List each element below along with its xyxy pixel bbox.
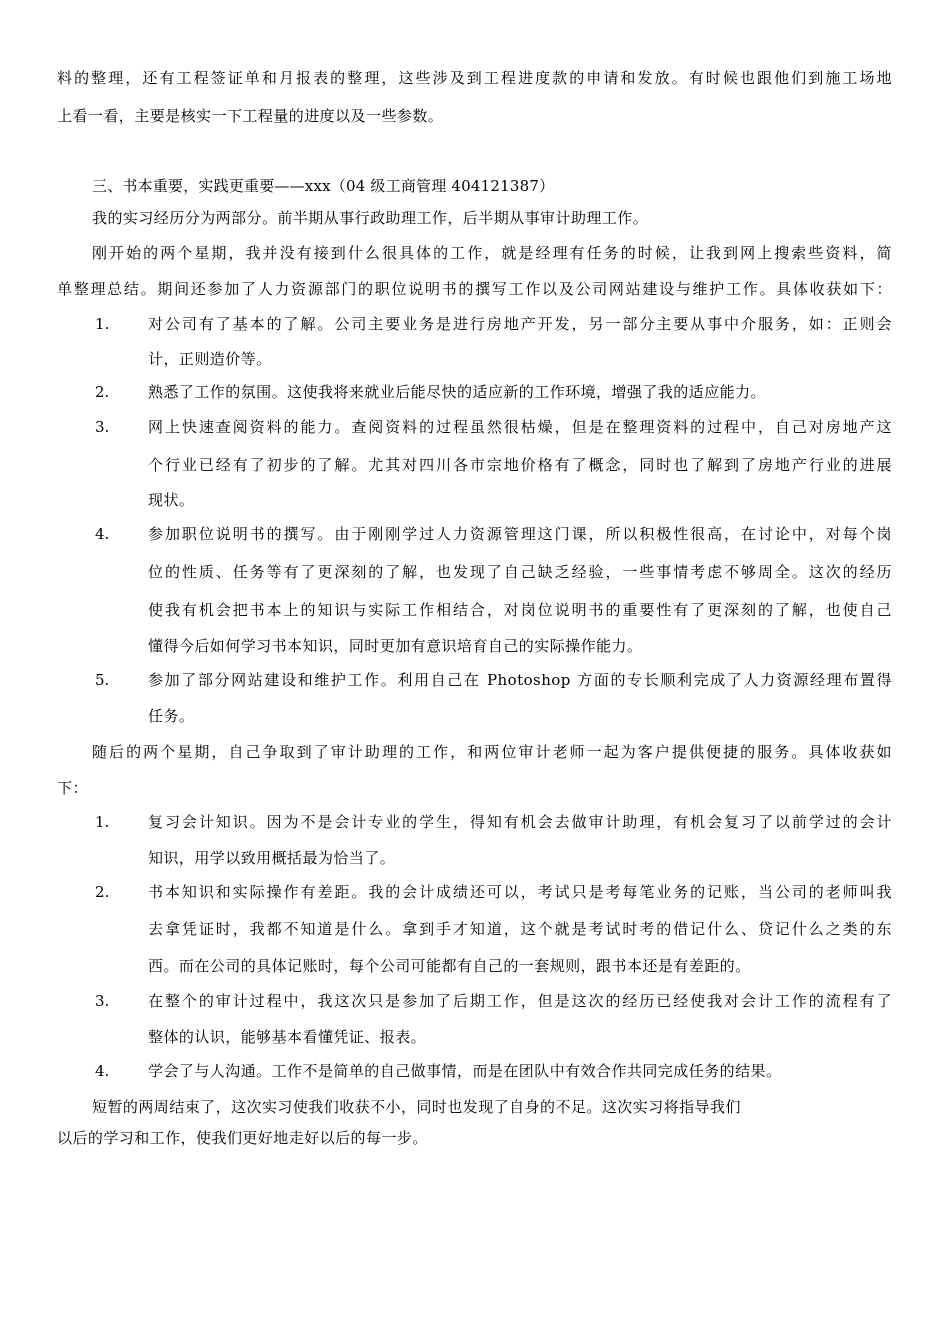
paragraph-line: 短暂的两周结束了，这次实习使我们收获不小，同时也发现了自身的不足。这次实习将指导我们 xyxy=(92,1098,741,1116)
paragraph-line: 下： xyxy=(57,779,88,797)
list-number: 2. xyxy=(95,383,110,401)
paragraph-line: 料的整理，还有工程签证单和月报表的整理，这些涉及到工程进度款的申请和发放。有时候也跟他们到施工场地 xyxy=(57,69,892,87)
list-item-line: 对公司有了基本的了解。公司主要业务是进行房地产开发，另一部分主要从事中介服务，如：正则会 xyxy=(148,315,892,333)
list-item-line: 个行业已经有了初步的了解。尤其对四川各市宗地价格有了概念，同时也了解到了房地产行业的进展 xyxy=(148,456,892,474)
list-item-line: 使我有机会把书本上的知识与实际工作相结合，对岗位说明书的重要性有了更深刻的了解，也使自己 xyxy=(148,601,892,619)
list-item-line: 知识，用学以致用概括最为恰当了。 xyxy=(148,849,396,867)
list-item-line: 去拿凭证时，我都不知道是什么。拿到手才知道，这个就是考试时考的借记什么、贷记什么之类的东 xyxy=(148,920,892,938)
list-item-line: 西。而在公司的具体记账时，每个公司可能都有自己的一套规则，跟书本还是有差距的。 xyxy=(148,957,751,975)
list-item-line: 懂得今后如何学习书本知识，同时更加有意识培育自己的实际操作能力。 xyxy=(148,637,643,655)
list-item-line: 熟悉了工作的氛围。这使我将来就业后能尽快的适应新的工作环境，增强了我的适应能力。 xyxy=(148,383,767,401)
list-item-line: 在整个的审计过程中，我这次只是参加了后期工作，但是这次的经历已经使我对会计工作的流程有了 xyxy=(148,992,892,1010)
list-number: 2. xyxy=(95,883,110,901)
list-number: 3. xyxy=(95,418,110,436)
list-item-line: 网上快速查阅资料的能力。查阅资料的过程虽然很枯燥，但是在整理资料的过程中，自己对房地产这 xyxy=(148,418,892,436)
list-item-line: 学会了与人沟通。工作不是简单的自己做事情，而是在团队中有效合作共同完成任务的结果。 xyxy=(148,1062,782,1080)
list-item-line: 参加职位说明书的撰写。由于刚刚学过人力资源管理这门课，所以积极性很高，在讨论中，对每个岗 xyxy=(148,525,892,543)
paragraph-line: 单整理总结。期间还参加了人力资源部门的职位说明书的撰写工作以及公司网站建设与维护工作。具体收获如下： xyxy=(57,280,892,298)
list-number: 1. xyxy=(95,315,110,333)
paragraph-line: 上看一看，主要是核实一下工程量的进度以及一些参数。 xyxy=(57,107,444,125)
list-number: 4. xyxy=(95,1062,110,1080)
list-number: 1. xyxy=(95,813,110,831)
list-item-line: 书本知识和实际操作有差距。我的会计成绩还可以，考试只是考每笔业务的记账，当公司的老师叫我 xyxy=(148,883,892,901)
list-item-line: 任务。 xyxy=(148,707,195,725)
list-number: 3. xyxy=(95,992,110,1010)
list-item-line: 位的性质、任务等有了更深刻的了解，也发现了自己缺乏经验，一些事情考虑不够周全。这次的经历 xyxy=(148,563,892,581)
paragraph-line: 随后的两个星期，自己争取到了审计助理的工作，和两位审计老师一起为客户提供便捷的服务。具体收获如 xyxy=(92,743,892,761)
section-heading: 三、书本重要，实践更重要——xxx（04 级工商管理 404121387） xyxy=(92,177,555,195)
list-item-line: 复习会计知识。因为不是会计专业的学生，得知有机会去做审计助理，有机会复习了以前学过的会计 xyxy=(148,813,892,831)
list-item-line: 计，正则造价等。 xyxy=(148,350,272,368)
paragraph-line: 刚开始的两个星期，我并没有接到什么很具体的工作，就是经理有任务的时候，让我到网上搜索些资料，简 xyxy=(92,244,892,262)
list-item-line: 现状。 xyxy=(148,491,195,509)
list-number: 5. xyxy=(95,671,110,689)
paragraph-line: 以后的学习和工作，使我们更好地走好以后的每一步。 xyxy=(57,1129,428,1147)
list-item-line: 整体的认识，能够基本看懂凭证、报表。 xyxy=(148,1028,427,1046)
list-item-line: 参加了部分网站建设和维护工作。利用自己在 Photoshop 方面的专长顺利完成了人力资源经理布置得 xyxy=(148,671,892,689)
paragraph-line: 我的实习经历分为两部分。前半期从事行政助理工作，后半期从事审计助理工作。 xyxy=(92,209,649,227)
list-number: 4. xyxy=(95,525,110,543)
